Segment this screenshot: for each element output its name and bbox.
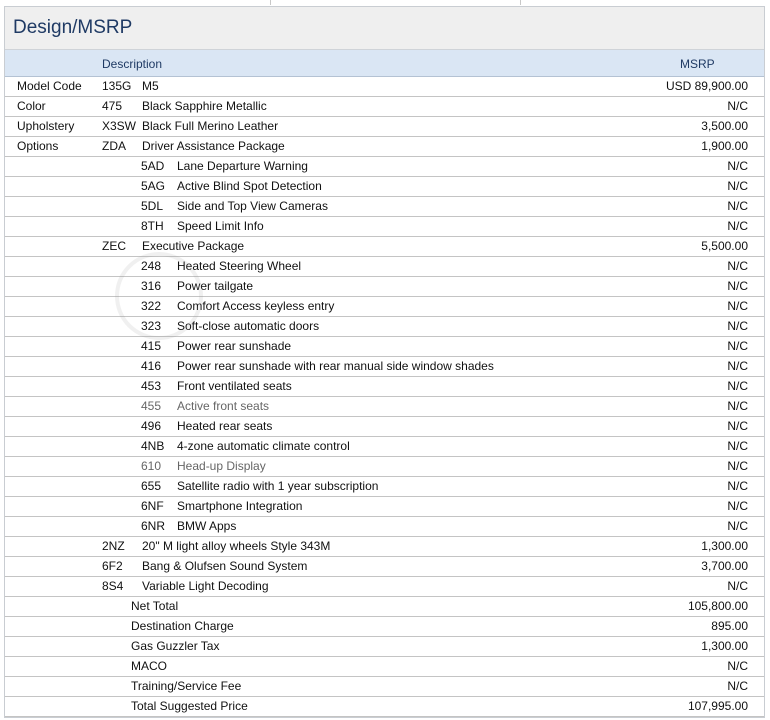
table-row bbox=[5, 497, 764, 517]
row-description bbox=[141, 217, 264, 236]
table-row bbox=[5, 417, 764, 437]
option-code: 8TH bbox=[141, 219, 164, 233]
row-description bbox=[102, 557, 307, 576]
row-price: N/C bbox=[727, 159, 748, 173]
table-row bbox=[5, 157, 764, 177]
row-price: 3,500.00 bbox=[701, 119, 748, 133]
option-code: 6NF bbox=[141, 499, 164, 513]
row-price: 895.00 bbox=[711, 619, 748, 633]
option-label: Head-up Display bbox=[177, 459, 266, 473]
row-price: N/C bbox=[727, 319, 748, 333]
option-label: 4-zone automatic climate control bbox=[177, 439, 350, 453]
row-price: 1,300.00 bbox=[701, 639, 748, 653]
option-label: Power tailgate bbox=[177, 279, 254, 293]
row-price: N/C bbox=[727, 359, 748, 373]
row-description bbox=[102, 117, 278, 136]
option-label: Active Blind Spot Detection bbox=[177, 179, 322, 193]
option-label: Destination Charge bbox=[131, 619, 234, 633]
option-label: Soft-close automatic doors bbox=[177, 319, 320, 333]
option-code: 248 bbox=[141, 259, 162, 273]
table-row bbox=[5, 317, 764, 337]
row-price: N/C bbox=[727, 659, 748, 673]
table-row bbox=[5, 177, 764, 197]
table-row bbox=[5, 97, 764, 117]
option-label: Smartphone Integration bbox=[177, 499, 303, 513]
row-description bbox=[131, 637, 219, 656]
row-description bbox=[141, 397, 269, 416]
option-label: Variable Light Decoding bbox=[142, 579, 269, 593]
row-description bbox=[102, 237, 244, 256]
row-description bbox=[141, 437, 350, 456]
option-code: ZEC bbox=[102, 239, 126, 253]
row-price: N/C bbox=[727, 439, 748, 453]
table-row bbox=[5, 617, 764, 637]
row-description bbox=[141, 177, 322, 196]
table-row bbox=[5, 197, 764, 217]
option-label: Heated Steering Wheel bbox=[177, 259, 302, 273]
row-description bbox=[102, 137, 285, 156]
row-price: 5,500.00 bbox=[701, 239, 748, 253]
table-row bbox=[5, 437, 764, 457]
row-category: Model Code bbox=[17, 79, 82, 93]
top-divider bbox=[520, 0, 521, 5]
table-row bbox=[5, 297, 764, 317]
row-description bbox=[141, 297, 334, 316]
table-row bbox=[5, 637, 764, 657]
option-code: 453 bbox=[141, 379, 162, 393]
table-row bbox=[5, 257, 764, 277]
row-price: N/C bbox=[727, 299, 748, 313]
option-label: Gas Guzzler Tax bbox=[131, 639, 220, 653]
row-price: N/C bbox=[727, 279, 748, 293]
option-label: Power rear sunshade with rear manual side window shades bbox=[177, 359, 494, 373]
row-price: N/C bbox=[727, 679, 748, 693]
option-label: Net Total bbox=[131, 599, 179, 613]
row-description bbox=[141, 317, 319, 336]
option-label: Comfort Access keyless entry bbox=[177, 299, 335, 313]
row-description bbox=[141, 417, 272, 436]
column-header-msrp: MSRP bbox=[680, 57, 715, 71]
option-label: Power rear sunshade bbox=[177, 339, 292, 353]
option-label: Satellite radio with 1 year subscription bbox=[177, 479, 379, 493]
row-description bbox=[102, 77, 159, 96]
option-code: 135G bbox=[102, 79, 132, 93]
design-msrp-panel bbox=[4, 6, 765, 718]
table-row bbox=[5, 477, 764, 497]
option-code: 610 bbox=[141, 459, 162, 473]
row-price: 1,300.00 bbox=[701, 539, 748, 553]
option-code: 6F2 bbox=[102, 559, 123, 573]
row-price: N/C bbox=[727, 459, 748, 473]
option-label: Executive Package bbox=[142, 239, 245, 253]
row-price: N/C bbox=[727, 479, 748, 493]
option-label: Bang & Olufsen Sound System bbox=[142, 559, 308, 573]
option-code: 5AD bbox=[141, 159, 165, 173]
row-description bbox=[141, 357, 494, 376]
table-row bbox=[5, 377, 764, 397]
column-header-description: Description bbox=[102, 57, 163, 71]
table-row bbox=[5, 677, 764, 697]
row-price: 1,900.00 bbox=[701, 139, 748, 153]
row-description bbox=[141, 377, 292, 396]
option-label: M5 bbox=[142, 79, 159, 93]
option-code: ZDA bbox=[102, 139, 126, 153]
table-row bbox=[5, 537, 764, 557]
option-code: 2NZ bbox=[102, 539, 125, 553]
option-label: Side and Top View Cameras bbox=[177, 199, 328, 213]
row-price: N/C bbox=[727, 499, 748, 513]
table-row bbox=[5, 357, 764, 377]
row-price: 3,700.00 bbox=[701, 559, 748, 573]
row-category: Upholstery bbox=[17, 119, 75, 133]
table-row bbox=[5, 457, 764, 477]
row-price: N/C bbox=[727, 219, 748, 233]
option-label: MACO bbox=[131, 659, 167, 673]
option-code: 323 bbox=[141, 319, 162, 333]
option-code: 655 bbox=[141, 479, 162, 493]
row-description bbox=[141, 497, 302, 516]
column-header-row bbox=[5, 50, 764, 77]
row-price: N/C bbox=[727, 419, 748, 433]
row-description bbox=[102, 577, 269, 596]
option-label: 20" M light alloy wheels Style 343M bbox=[142, 539, 331, 553]
option-code: 496 bbox=[141, 419, 162, 433]
row-price: N/C bbox=[727, 399, 748, 413]
row-description bbox=[141, 457, 266, 476]
row-description bbox=[131, 617, 234, 636]
top-divider bbox=[270, 0, 271, 5]
row-price: N/C bbox=[727, 179, 748, 193]
row-category: Color bbox=[17, 99, 46, 113]
table-row bbox=[5, 237, 764, 257]
option-label: Active front seats bbox=[177, 399, 270, 413]
option-label: BMW Apps bbox=[177, 519, 237, 533]
row-description bbox=[131, 597, 178, 616]
row-description bbox=[131, 697, 248, 716]
option-code: 316 bbox=[141, 279, 162, 293]
row-price: N/C bbox=[727, 99, 748, 113]
option-code: 5AG bbox=[141, 179, 166, 193]
row-price: 107,995.00 bbox=[687, 699, 748, 713]
row-price: N/C bbox=[727, 339, 748, 353]
row-description bbox=[141, 277, 253, 296]
table-row bbox=[5, 137, 764, 157]
option-code: X3SW bbox=[102, 119, 137, 133]
option-label: Black Sapphire Metallic bbox=[142, 99, 267, 113]
row-description bbox=[141, 157, 308, 176]
option-label: Heated rear seats bbox=[177, 419, 273, 433]
table-row bbox=[5, 117, 764, 137]
option-label: Training/Service Fee bbox=[131, 679, 242, 693]
option-label: Total Suggested Price bbox=[131, 699, 248, 713]
row-price: USD 89,900.00 bbox=[665, 79, 748, 93]
option-code: 4NB bbox=[141, 439, 165, 453]
table-row bbox=[5, 577, 764, 597]
panel-header bbox=[5, 7, 764, 50]
table-row bbox=[5, 337, 764, 357]
row-price: N/C bbox=[727, 199, 748, 213]
table-row bbox=[5, 657, 764, 677]
table-row bbox=[5, 217, 764, 237]
table-row bbox=[5, 557, 764, 577]
table-row bbox=[5, 517, 764, 537]
row-price: N/C bbox=[727, 379, 748, 393]
row-category: Options bbox=[17, 139, 59, 153]
msrp-table-body bbox=[5, 77, 764, 717]
table-row bbox=[5, 397, 764, 417]
row-description bbox=[102, 537, 330, 556]
option-code: 455 bbox=[141, 399, 162, 413]
option-label: Driver Assistance Package bbox=[142, 139, 285, 153]
row-description bbox=[141, 337, 291, 356]
row-price: N/C bbox=[727, 579, 748, 593]
row-description bbox=[141, 517, 236, 536]
option-label: Speed Limit Info bbox=[177, 219, 264, 233]
row-description bbox=[141, 197, 328, 216]
row-description bbox=[141, 257, 301, 276]
row-price: 105,800.00 bbox=[687, 599, 748, 613]
row-description bbox=[131, 657, 167, 676]
table-row bbox=[5, 597, 764, 617]
option-code: 415 bbox=[141, 339, 162, 353]
panel-title: Design/MSRP bbox=[13, 17, 133, 38]
option-code: 475 bbox=[102, 99, 123, 113]
row-description bbox=[141, 477, 378, 496]
option-label: Lane Departure Warning bbox=[177, 159, 308, 173]
option-code: 6NR bbox=[141, 519, 166, 533]
option-code: 322 bbox=[141, 299, 162, 313]
table-row bbox=[5, 697, 764, 717]
row-price: N/C bbox=[727, 519, 748, 533]
option-label: Front ventilated seats bbox=[177, 379, 292, 393]
option-label: Black Full Merino Leather bbox=[142, 119, 279, 133]
table-row bbox=[5, 277, 764, 297]
table-row bbox=[5, 77, 764, 97]
option-code: 5DL bbox=[141, 199, 164, 213]
option-code: 416 bbox=[141, 359, 162, 373]
row-price: N/C bbox=[727, 259, 748, 273]
row-description bbox=[131, 677, 241, 696]
row-description bbox=[102, 97, 267, 116]
option-code: 8S4 bbox=[102, 579, 124, 593]
